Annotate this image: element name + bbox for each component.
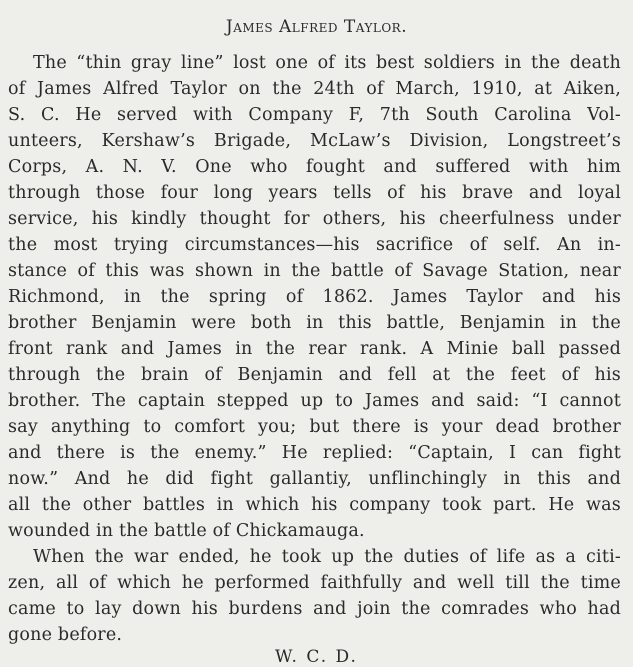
text-line: service, his kindly thought for others, his cheerfulness under [8,209,621,229]
text-line: gone before. [8,625,123,645]
text-line: wounded in the battle of Chickamauga. [8,521,365,541]
text-line: Corps, A. N. V. One who fought and suffered with him [8,157,621,177]
text-line: When the war ended, he took up the duties of life as a citi- [33,547,621,567]
text-line: say anything to comfort you; but there is your dead brother [8,417,621,437]
text-line: Richmond, in the spring of 1862. James Taylor and his [8,287,621,307]
text-line: the most trying circumstances—his sacrifice of self. An in- [8,235,621,255]
text-line: front rank and James in the rear rank. A Minie ball passed [8,339,621,359]
text-line: brother Benjamin were both in this battle, Benjamin in the [8,313,621,333]
text-line: all the other battles in which his company took part. He was [8,495,621,515]
text-line: came to lay down his burdens and join the comrades who had [8,599,621,619]
author-signature: W. C. D. [275,647,358,667]
text-line: through the brain of Benjamin and fell at the feet of his [8,365,621,385]
text-line: through those four long years tells of his brave and loyal [8,183,621,203]
text-line: zen, all of which he performed faithfully and well till the time [8,573,621,593]
text-line: The “thin gray line” lost one of its best soldiers in the death [33,53,621,73]
text-line: stance of this was shown in the battle of Savage Station, near [8,261,621,281]
text-line: of James Alfred Taylor on the 24th of March, 1910, at Aiken, [8,79,621,99]
text-line: now.” And he did fight gallantiy, unflinchingly in this and [8,469,621,489]
text-line: and there is the enemy.” He replied: “Captain, I can fight [8,443,621,463]
text-line: brother. The captain stepped up to James and said: “I cannot [8,391,621,411]
text-line: unteers, Kershaw’s Brigade, McLaw’s Division, Longstreet’s [8,131,621,151]
article-title: James Alfred Taylor. [225,17,408,37]
text-line: S. C. He served with Company F, 7th South Carolina Vol- [8,105,621,125]
